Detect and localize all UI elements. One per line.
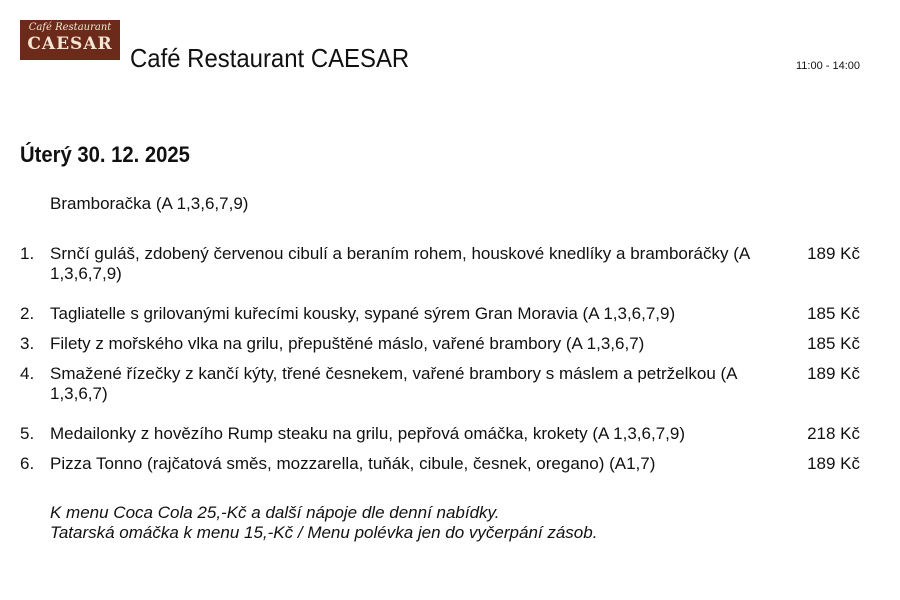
- item-description: Medailonky z hovězího Rump steaku na grilu, pepřová omáčka, krokety (A 1,3,6,7,9): [50, 424, 685, 443]
- item-description: Filety z mořského vlka na grilu, přepuštěné máslo, vařené brambory (A 1,3,6,7): [50, 334, 645, 353]
- item-number: 6.: [20, 454, 35, 473]
- item-number: 4.: [20, 364, 35, 383]
- item-price: 218 Kč: [807, 424, 860, 443]
- menu-notes: [50, 503, 597, 543]
- item-price: 185 Kč: [807, 304, 860, 323]
- drinks-note: K menu Coca Cola 25,-Kč a další nápoje dle denní nabídky.: [50, 503, 500, 522]
- item-price: 189 Kč: [807, 244, 860, 263]
- sauce-note: Tatarská omáčka k menu 15,-Kč / Menu polévka jen do vyčerpání zásob.: [50, 523, 598, 542]
- logo-wordmark: CAESAR: [27, 34, 113, 54]
- logo-script-text: Café Restaurant: [28, 22, 112, 33]
- item-number: 5.: [20, 424, 35, 443]
- item-number: 3.: [20, 334, 35, 353]
- item-description: Pizza Tonno (rajčatová směs, mozzarella, tuňák, cibule, česnek, oregano) (A1,7): [50, 454, 656, 473]
- item-description: Srnčí guláš, zdobený červenou cibulí a beraním rohem, houskové knedlíky a bramboráčky (A 1,3,6,7,9): [50, 244, 750, 283]
- item-number: 2.: [20, 304, 35, 323]
- item-price: 185 Kč: [807, 334, 860, 353]
- item-number: 1.: [20, 244, 35, 263]
- restaurant-logo: [20, 20, 120, 60]
- restaurant-name: Café Restaurant CAESAR: [130, 43, 410, 73]
- item-description: Smažené řízečky z kančí kýty, třené česnekem, vařené brambory s máslem a petrželkou (A 1,3,6,7): [50, 364, 737, 403]
- item-price: 189 Kč: [807, 364, 860, 383]
- opening-hours: 11:00 - 14:00: [795, 60, 860, 72]
- item-description: Tagliatelle s grilovanými kuřecími kousky, sypané sýrem Gran Moravia (A 1,3,6,7,9): [50, 304, 676, 323]
- menu-date: Úterý 30. 12. 2025: [20, 142, 190, 167]
- soup-of-the-day: Bramboračka (A 1,3,6,7,9): [50, 194, 249, 213]
- item-price: 189 Kč: [807, 454, 860, 473]
